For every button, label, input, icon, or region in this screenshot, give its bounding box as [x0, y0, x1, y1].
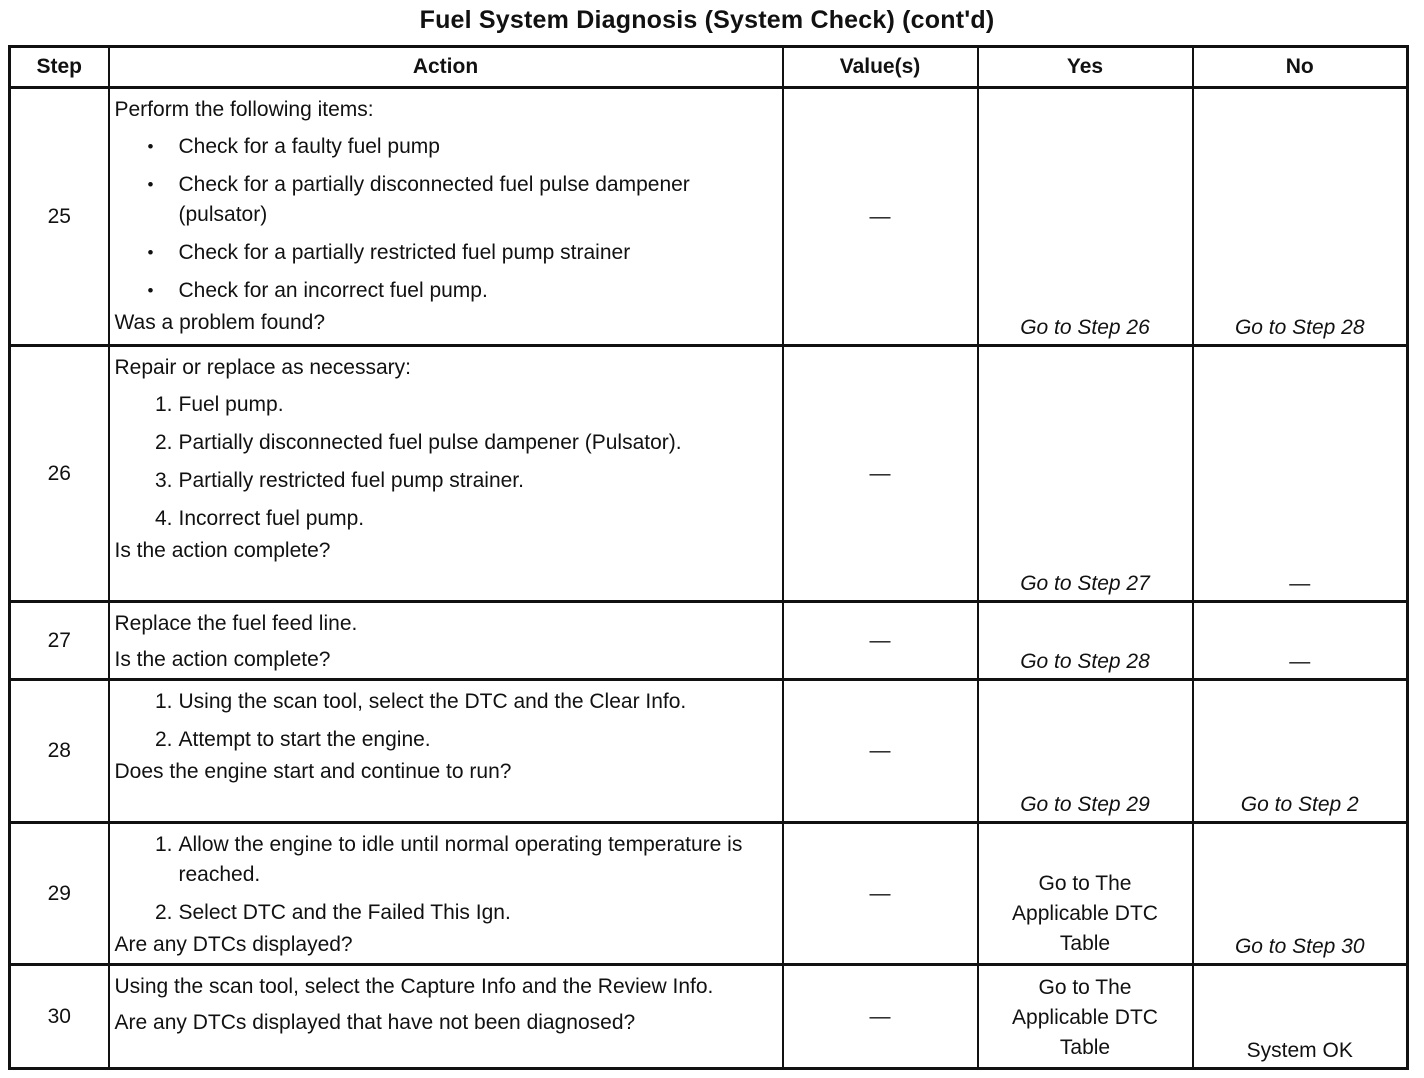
action-cell	[109, 823, 783, 965]
header-values: Value(s)	[783, 47, 978, 88]
bullet-icon: •	[147, 243, 154, 262]
action-intro: Using the scan tool, select the Capture Info and the Review Info.	[114, 975, 714, 998]
bullet-item: • Check for a partially disconnected fuel pulse dampener (pulsator)	[115, 170, 776, 230]
action-question: Is the action complete?	[114, 539, 331, 562]
numbered-item: 1. Allow the engine to idle until normal operating temperature is reached.	[154, 833, 743, 886]
step-number: 30	[10, 965, 109, 1069]
numbered-item: 2. Select DTC and the Failed This Ign.	[154, 901, 511, 924]
action-intro: Repair or replace as necessary:	[114, 356, 411, 379]
table-row-step-30	[10, 965, 1408, 1069]
numbered-item: 4. Incorrect fuel pump.	[154, 507, 365, 530]
bullet-item: • Check for a partially restricted fuel pump strainer	[115, 238, 776, 268]
value-cell: —	[783, 823, 978, 965]
value-cell: —	[783, 602, 978, 680]
numbered-item: 3. Partially restricted fuel pump strainer.	[154, 469, 524, 492]
page-title: Fuel System Diagnosis (System Check) (cont'd)	[419, 6, 995, 34]
no-cell: —	[1193, 346, 1408, 602]
header-row	[10, 47, 1408, 88]
action-question: Does the engine start and continue to run?	[114, 760, 512, 783]
yes-cell: Go to Step 26	[978, 88, 1193, 346]
bullet-item: • Check for an incorrect fuel pump.	[115, 276, 776, 306]
yes-cell: Go to Step 28	[978, 602, 1193, 680]
yes-cell: Go to Step 27	[978, 346, 1193, 602]
numbered-item: 1. Fuel pump.	[154, 393, 284, 416]
diagnosis-table	[8, 45, 1409, 1070]
step-number: 29	[10, 823, 109, 965]
action-question: Are any DTCs displayed?	[114, 933, 353, 956]
bullet-icon: •	[147, 137, 154, 156]
step-number: 28	[10, 680, 109, 823]
value-cell: —	[783, 965, 978, 1069]
step-number: 25	[10, 88, 109, 346]
no-cell: Go to Step 2	[1193, 680, 1408, 823]
no-cell: —	[1193, 602, 1408, 680]
header-yes: Yes	[978, 47, 1193, 88]
action-intro: Perform the following items:	[114, 98, 374, 121]
action-cell	[109, 680, 783, 823]
no-cell: Go to Step 28	[1193, 88, 1408, 346]
action-question: Was a problem found?	[114, 311, 326, 334]
header-action: Action	[109, 47, 783, 88]
bullet-icon: •	[147, 175, 154, 194]
no-cell: Go to Step 30	[1193, 823, 1408, 965]
no-cell: System OK	[1193, 965, 1408, 1069]
header-no: No	[1193, 47, 1408, 88]
action-cell	[109, 602, 783, 680]
table-row-step-25	[10, 88, 1408, 346]
yes-cell: Go to The Applicable DTC Table	[978, 823, 1193, 965]
action-question: Are any DTCs displayed that have not been diagnosed?	[114, 1011, 636, 1034]
yes-cell: Go to The Applicable DTC Table	[978, 965, 1193, 1069]
action-question: Is the action complete?	[114, 648, 331, 671]
action-cell	[109, 346, 783, 602]
step-number: 27	[10, 602, 109, 680]
header-step: Step	[10, 47, 109, 88]
value-cell: —	[783, 680, 978, 823]
numbered-item: 2. Attempt to start the engine.	[154, 728, 431, 751]
action-cell	[109, 965, 783, 1069]
table-row-step-27	[10, 602, 1408, 680]
action-cell	[109, 88, 783, 346]
table-row-step-28	[10, 680, 1408, 823]
numbered-item: 2. Partially disconnected fuel pulse dampener (Pulsator).	[154, 431, 682, 454]
value-cell: —	[783, 346, 978, 602]
bullet-icon: •	[147, 281, 154, 300]
bullet-item: • Check for a faulty fuel pump	[115, 132, 776, 162]
step-number: 26	[10, 346, 109, 602]
value-cell: —	[783, 88, 978, 346]
table-row-step-29	[10, 823, 1408, 965]
table-row-step-26	[10, 346, 1408, 602]
numbered-item: 1. Using the scan tool, select the DTC and the Clear Info.	[154, 690, 687, 713]
action-intro: Replace the fuel feed line.	[114, 612, 358, 635]
yes-cell: Go to Step 29	[978, 680, 1193, 823]
